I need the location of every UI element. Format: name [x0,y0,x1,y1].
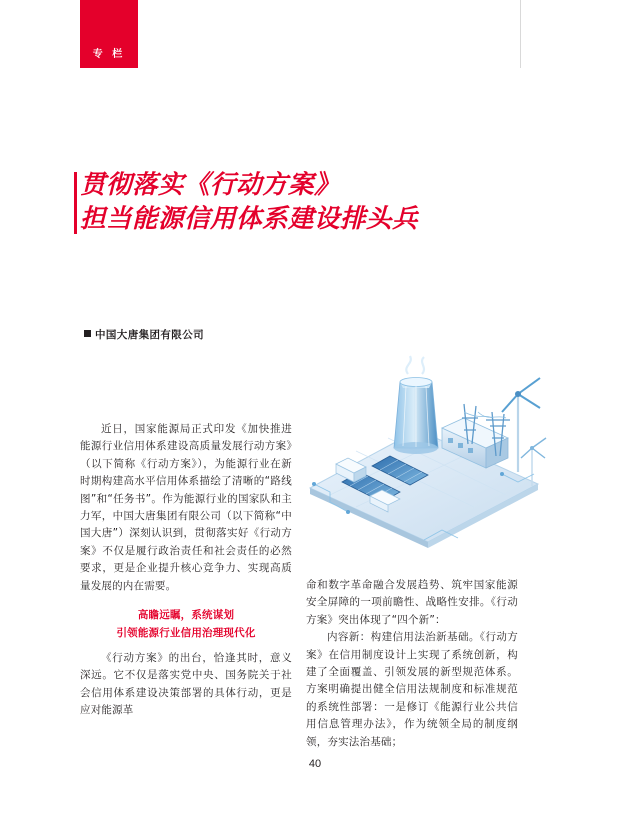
paragraph: 命和数字革命融合发展趋势、筑牢国家能源安全屏障的一项前瞻性、战略性安排。《行动方案》突出体现了“四个新”： [306,579,518,626]
page-title-line-2: 担当能源信用体系建设排头兵 [80,204,419,234]
byline-organization: 中国大唐集团有限公司 [95,329,204,341]
section-subheading-line-1: 高瞻远瞩，系统谋划 [137,609,235,622]
steam-wisps [406,356,424,374]
paragraph: 内容新：构建信用法治新基础。《行动方案》在信用制度设计上实现了系统创新，构建了全面覆盖、引领发展的新型规范体系。方案明确提出健全信用法规制度和标准规范的系统性部署：一是修订《能源行业公共信用信息管理办法》，作为统领全局的制度纲领，夯实法治基础； [306,631,518,748]
illustration-svg [296,352,550,564]
column-tab [80,0,138,68]
page-title [80,168,550,236]
body-column-right [306,577,518,751]
header-divider-rule [520,0,521,68]
paragraph: 《行动方案》的出台，恰逢其时，意义深远。它不仅是落实党中央、国务院关于社会信用体系建设决策部署的具体行动，更是应对能源革 [80,652,292,717]
energy-infrastructure-isometric-illustration [296,352,550,564]
cooling-tower [394,378,438,455]
column-tab-label: 专 栏 [92,49,126,60]
body-column-left [80,421,292,720]
byline [84,327,204,342]
page-number: 40 [308,758,322,770]
paragraph: 近日，国家能源局正式印发《加快推进能源行业信用体系建设高质量发展行动方案》（以下简称《行动方案》），为能源行业在新时期构建高水平信用体系描绘了清晰的“路线图”和“任务书”。作为能源行业的国家队和主力军，中国大唐集团有限公司（以下简称“中国大唐”）深刻认识到，贯彻落实好《行动方案》不仅是履行政治责任和社会责任的必然要求，更是企业提升核心竞争力、实现高质量发展的内在需要。 [80,423,292,592]
section-subheading-line-2: 引领能源行业信用治理现代化 [116,626,256,639]
page-title-line-1: 贯彻落实《行动方案》 [80,170,341,200]
bullet-square-icon [84,330,91,337]
power-lines [464,412,506,418]
